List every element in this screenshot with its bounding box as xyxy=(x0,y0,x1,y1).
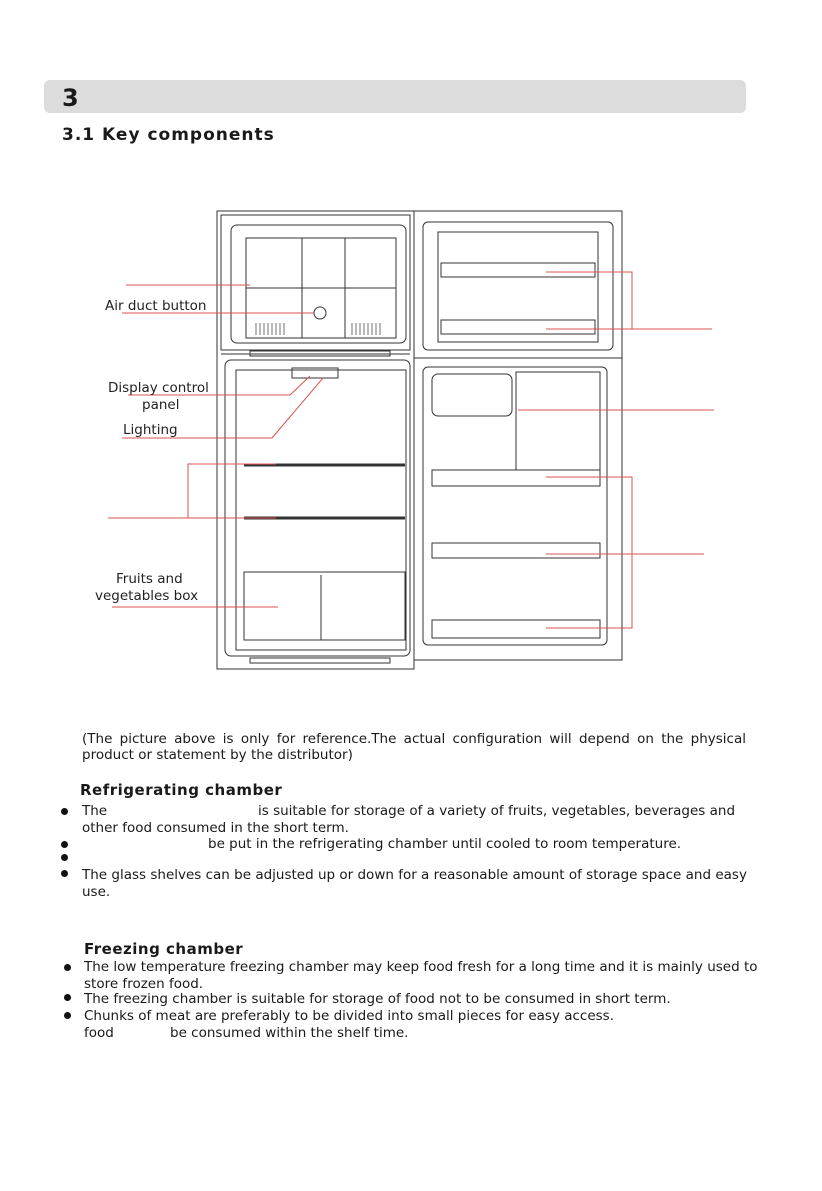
bullet-dot xyxy=(61,870,68,877)
refrigerating-title: Refrigerating chamber xyxy=(80,781,283,799)
freezing-bullet3: Chunks of meat are preferably to be divided into small pieces for easy access. xyxy=(84,1008,615,1024)
freezing-bullet1: The low temperature freezing chamber may keep food fresh for a long time and it is mainly used to xyxy=(84,959,758,975)
subsection-title: 3.1 Key components xyxy=(62,125,275,145)
bullet-dot xyxy=(64,994,71,1001)
label-lighting: Lighting xyxy=(123,422,178,438)
label-fruits-box-line2: vegetables box xyxy=(95,588,199,604)
refrigerating-bullet4: The glass shelves can be adjusted up or down for a reasonable amount of storage space and easy xyxy=(82,867,747,883)
freezing-line4-end: be consumed within the shelf time. xyxy=(170,1025,409,1041)
label-air-duct-button: Air duct button xyxy=(105,298,207,314)
left-cabinet-outline xyxy=(217,211,414,669)
label-display-control-line1: Display control xyxy=(108,380,209,396)
freezing-title: Freezing chamber xyxy=(84,940,244,958)
freezing-line4-start: food xyxy=(84,1025,114,1041)
air-duct-button-shape xyxy=(314,307,326,319)
freezing-bullet2: The freezing chamber is suitable for storage of food not to be consumed in short term. xyxy=(84,991,671,1007)
reference-note: (The picture above is only for reference.The actual configuration will depend on the physical product or statement by the distributor) xyxy=(82,731,746,763)
label-fruits-box-line1: Fruits and xyxy=(116,571,183,587)
bullet-dot xyxy=(64,964,71,971)
bullet-dot xyxy=(61,808,68,815)
refrigerating-bullet2: be put in the refrigerating chamber until cooled to room temperature. xyxy=(208,836,682,852)
label-display-control-line2: panel xyxy=(142,397,180,413)
refrigerating-bullet4-cont: use. xyxy=(82,884,111,900)
refrigerating-bullet1-start: The xyxy=(82,803,108,819)
bullet-dot xyxy=(61,841,68,848)
freezing-bullet1-cont: store frozen food. xyxy=(84,976,204,992)
refrigerating-bullet1-cont: other food consumed in the short term. xyxy=(82,820,349,836)
bullet-dot xyxy=(64,1012,71,1019)
bullet-dot xyxy=(61,854,68,861)
section-number: 3 xyxy=(62,84,79,112)
refrigerating-bullet1-end: is suitable for storage of a variety of fruits, vegetables, beverages and xyxy=(258,803,736,819)
